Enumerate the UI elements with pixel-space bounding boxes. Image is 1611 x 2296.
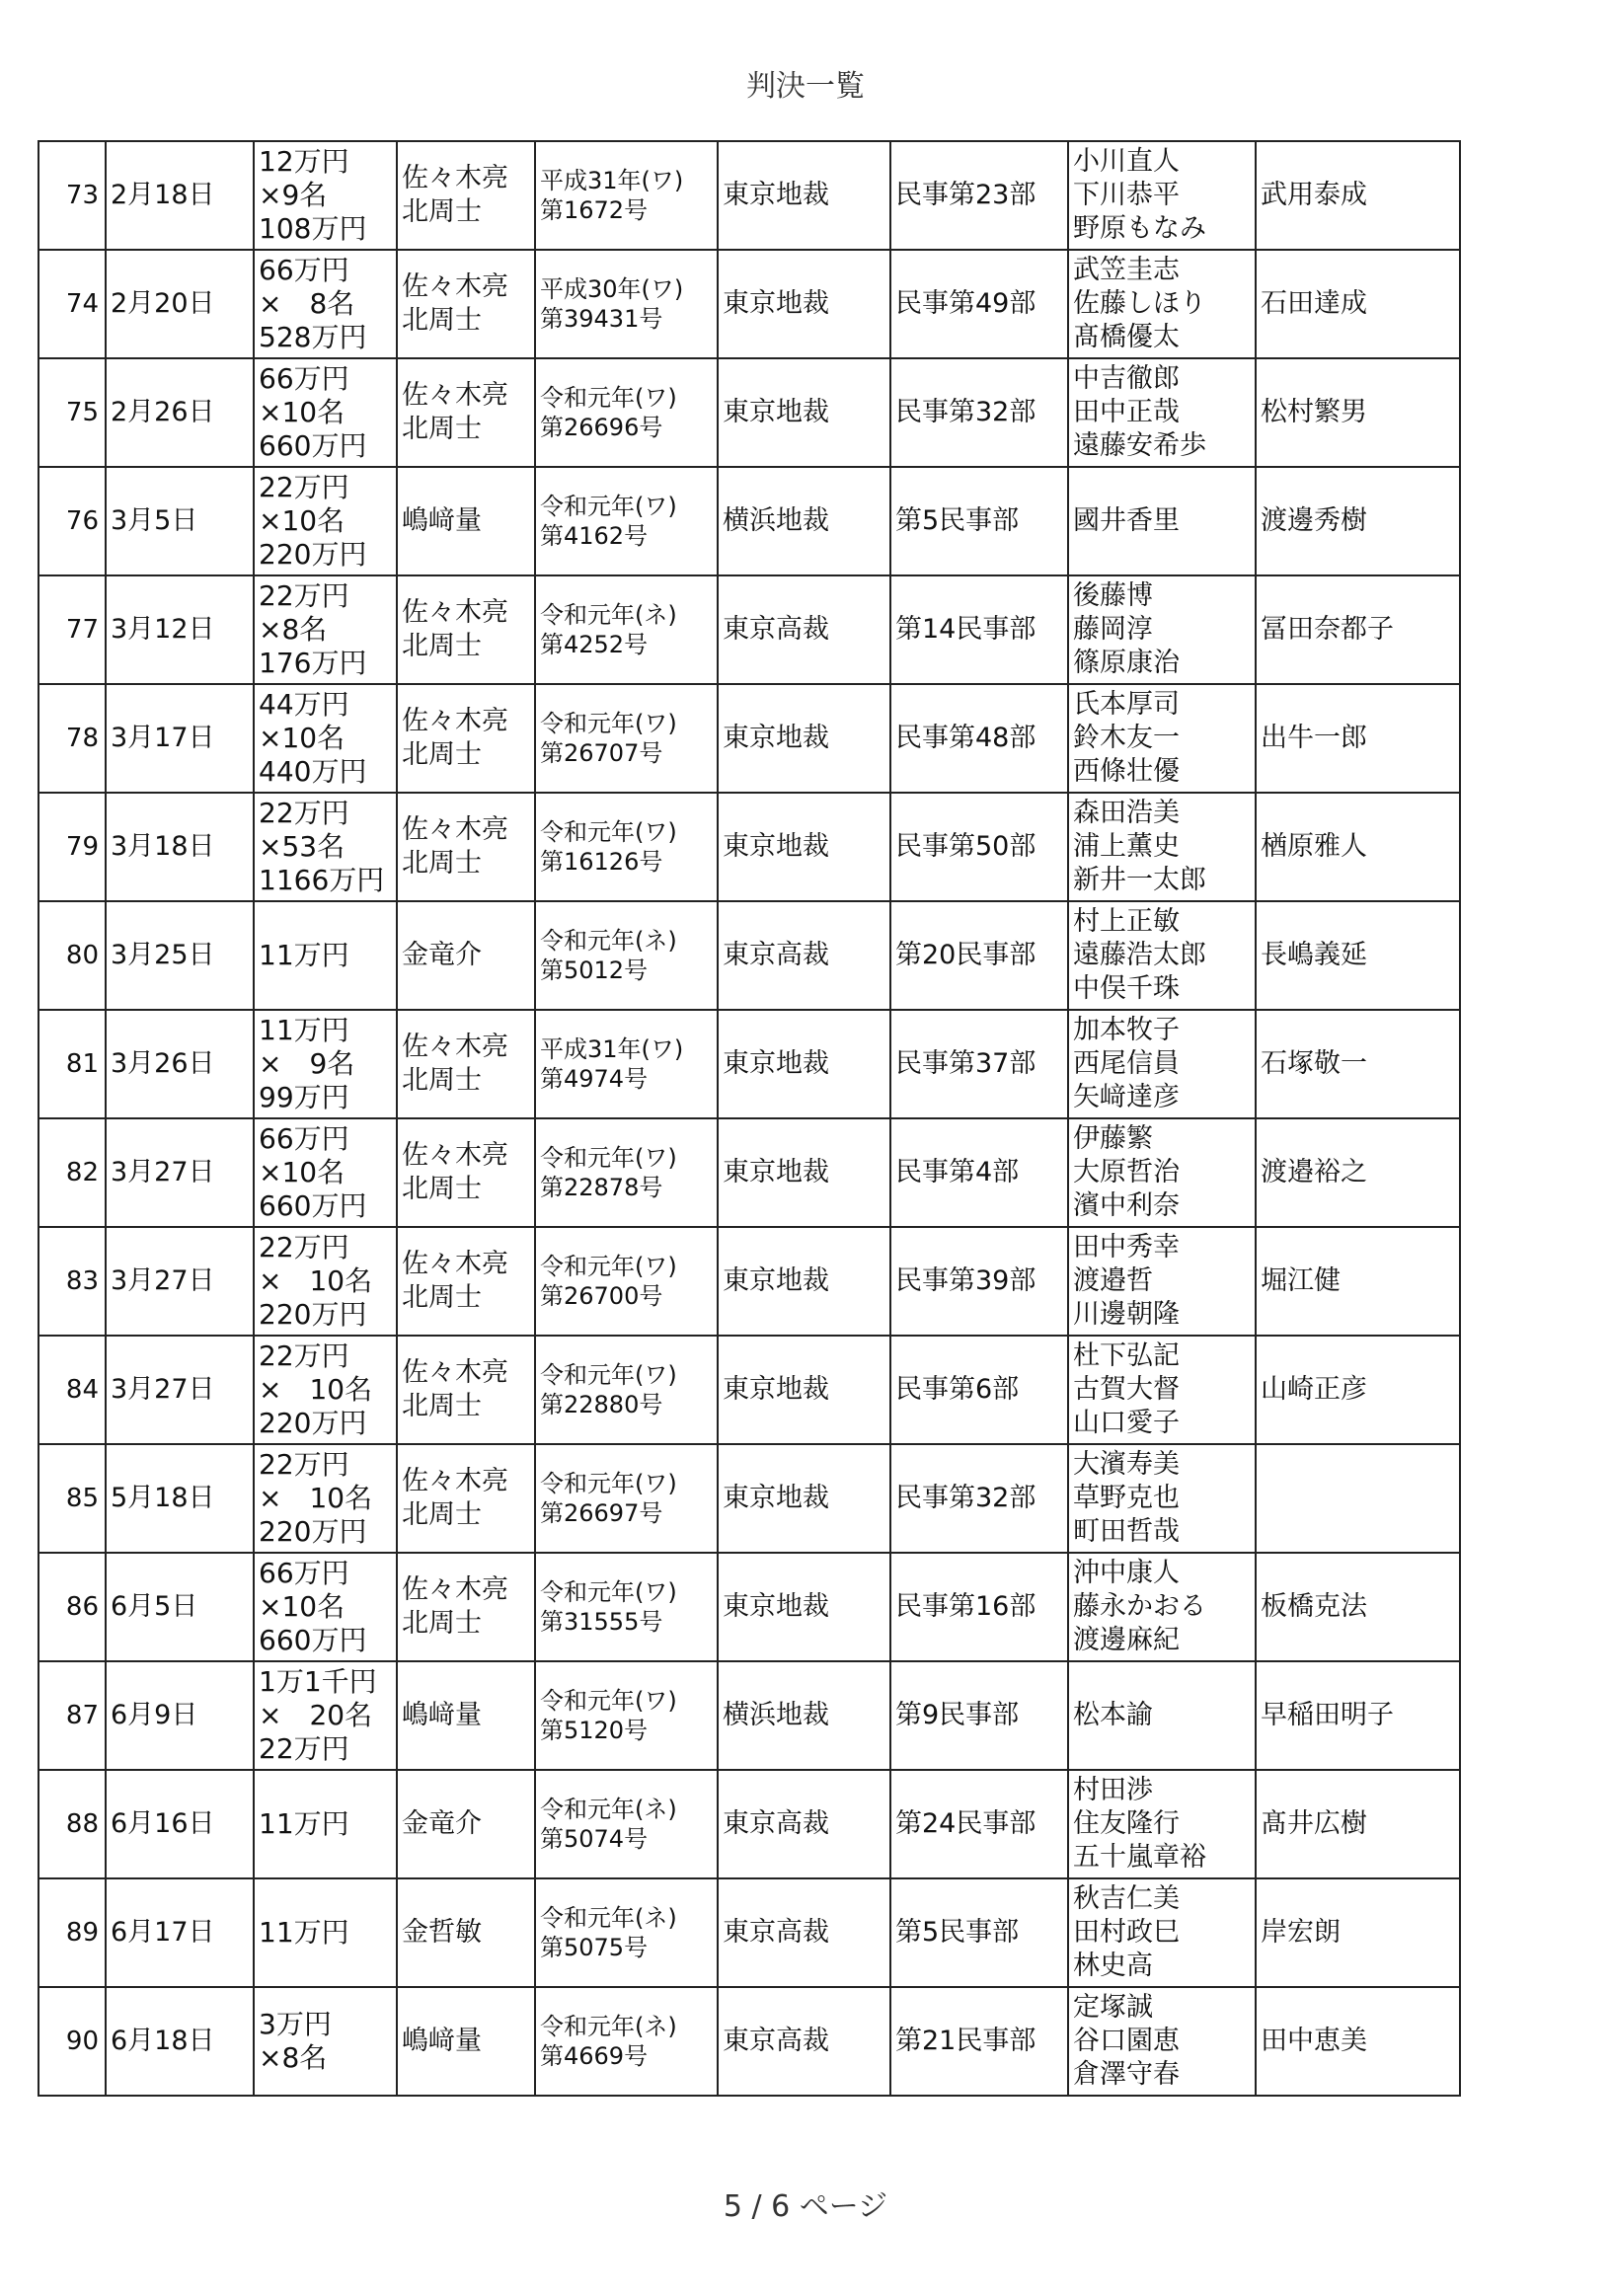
case-number: 令和元年(ワ) 第26707号	[535, 684, 718, 793]
ruling-date: 3月25日	[106, 901, 254, 1010]
case-number: 平成30年(ワ) 第39431号	[535, 250, 718, 358]
attorney-names: 佐々木亮 北周士	[397, 1227, 535, 1336]
opposing-counsel: 石田達成	[1256, 250, 1460, 358]
ruling-date: 2月18日	[106, 141, 254, 250]
opposing-counsel: 髙井広樹	[1256, 1770, 1460, 1878]
row-number: 74	[38, 250, 106, 358]
attorney-names: 佐々木亮 北周士	[397, 358, 535, 467]
table-row	[38, 358, 1460, 467]
award-amount: 1万1千円 × 20名 22万円	[254, 1661, 397, 1770]
attorney-names: 佐々木亮 北周士	[397, 575, 535, 684]
opposing-counsel	[1256, 1444, 1460, 1553]
court-division: 民事第37部	[890, 1010, 1068, 1118]
attorney-names: 嶋﨑量	[397, 1987, 535, 2096]
attorney-names: 金竜介	[397, 901, 535, 1010]
court-name: 東京高裁	[718, 901, 890, 1010]
judge-names: 松本諭	[1068, 1661, 1256, 1770]
row-number: 77	[38, 575, 106, 684]
award-amount: 66万円 ×10名 660万円	[254, 358, 397, 467]
court-division: 第9民事部	[890, 1661, 1068, 1770]
case-number: 令和元年(ネ) 第4669号	[535, 1987, 718, 2096]
court-name: 東京高裁	[718, 1987, 890, 2096]
row-number: 85	[38, 1444, 106, 1553]
court-name: 横浜地裁	[718, 1661, 890, 1770]
court-division: 民事第39部	[890, 1227, 1068, 1336]
page-number: 5 / 6 ページ	[723, 2189, 888, 2224]
judge-names: 加本牧子 西尾信員 矢﨑達彦	[1068, 1010, 1256, 1118]
table-row	[38, 1987, 1460, 2096]
award-amount: 22万円 × 10名 220万円	[254, 1227, 397, 1336]
court-division: 民事第23部	[890, 141, 1068, 250]
table-row	[38, 250, 1460, 358]
court-division: 第20民事部	[890, 901, 1068, 1010]
table-row	[38, 1553, 1460, 1661]
attorney-names: 佐々木亮 北周士	[397, 1444, 535, 1553]
case-number: 令和元年(ネ) 第5074号	[535, 1770, 718, 1878]
award-amount: 44万円 ×10名 440万円	[254, 684, 397, 793]
award-amount: 11万円	[254, 901, 397, 1010]
table-row	[38, 1444, 1460, 1553]
row-number: 79	[38, 793, 106, 901]
court-name: 東京地裁	[718, 793, 890, 901]
court-name: 東京地裁	[718, 1444, 890, 1553]
opposing-counsel: 堀江健	[1256, 1227, 1460, 1336]
row-number: 87	[38, 1661, 106, 1770]
table-row	[38, 901, 1460, 1010]
row-number: 81	[38, 1010, 106, 1118]
award-amount: 22万円 ×53名 1166万円	[254, 793, 397, 901]
ruling-date: 2月20日	[106, 250, 254, 358]
attorney-names: 佐々木亮 北周士	[397, 141, 535, 250]
opposing-counsel: 冨田奈都子	[1256, 575, 1460, 684]
award-amount: 66万円 ×10名 660万円	[254, 1118, 397, 1227]
table-row	[38, 1227, 1460, 1336]
ruling-date: 3月27日	[106, 1118, 254, 1227]
case-number: 令和元年(ネ) 第5012号	[535, 901, 718, 1010]
judge-names: 大濱寿美 草野克也 町田哲哉	[1068, 1444, 1256, 1553]
ruling-date: 3月27日	[106, 1227, 254, 1336]
award-amount: 11万円 × 9名 99万円	[254, 1010, 397, 1118]
judge-names: 定塚誠 谷口園恵 倉澤守春	[1068, 1987, 1256, 2096]
row-number: 84	[38, 1336, 106, 1444]
ruling-date: 3月27日	[106, 1336, 254, 1444]
court-name: 東京高裁	[718, 1878, 890, 1987]
court-name: 東京地裁	[718, 1336, 890, 1444]
table-row	[38, 1661, 1460, 1770]
rulings-table	[38, 140, 1461, 2097]
court-name: 東京地裁	[718, 1553, 890, 1661]
court-division: 民事第50部	[890, 793, 1068, 901]
court-division: 第24民事部	[890, 1770, 1068, 1878]
table-row	[38, 1010, 1460, 1118]
row-number: 75	[38, 358, 106, 467]
ruling-date: 3月5日	[106, 467, 254, 575]
court-division: 民事第6部	[890, 1336, 1068, 1444]
judge-names: 杜下弘記 古賀大督 山口愛子	[1068, 1336, 1256, 1444]
opposing-counsel: 松村繁男	[1256, 358, 1460, 467]
judge-names: 武笠圭志 佐藤しほり 髙橋優太	[1068, 250, 1256, 358]
court-division: 民事第49部	[890, 250, 1068, 358]
award-amount: 3万円 ×8名	[254, 1987, 397, 2096]
table-row	[38, 1336, 1460, 1444]
case-number: 令和元年(ワ) 第4162号	[535, 467, 718, 575]
ruling-date: 3月17日	[106, 684, 254, 793]
court-name: 東京地裁	[718, 1227, 890, 1336]
ruling-date: 6月16日	[106, 1770, 254, 1878]
award-amount: 22万円 ×8名 176万円	[254, 575, 397, 684]
row-number: 82	[38, 1118, 106, 1227]
court-name: 東京地裁	[718, 250, 890, 358]
row-number: 76	[38, 467, 106, 575]
attorney-names: 佐々木亮 北周士	[397, 1553, 535, 1661]
attorney-names: 佐々木亮 北周士	[397, 1336, 535, 1444]
row-number: 83	[38, 1227, 106, 1336]
judge-names: 田中秀幸 渡邉哲 川邊朝隆	[1068, 1227, 1256, 1336]
table-row	[38, 141, 1460, 250]
row-number: 88	[38, 1770, 106, 1878]
case-number: 令和元年(ワ) 第31555号	[535, 1553, 718, 1661]
case-number: 平成31年(ワ) 第1672号	[535, 141, 718, 250]
ruling-date: 2月26日	[106, 358, 254, 467]
row-number: 89	[38, 1878, 106, 1987]
opposing-counsel: 渡邉裕之	[1256, 1118, 1460, 1227]
ruling-date: 3月26日	[106, 1010, 254, 1118]
attorney-names: 金哲敏	[397, 1878, 535, 1987]
court-division: 第14民事部	[890, 575, 1068, 684]
ruling-date: 6月17日	[106, 1878, 254, 1987]
case-number: 令和元年(ワ) 第26697号	[535, 1444, 718, 1553]
table-row	[38, 1118, 1460, 1227]
attorney-names: 嶋﨑量	[397, 467, 535, 575]
judge-names: 森田浩美 浦上薫史 新井一太郎	[1068, 793, 1256, 901]
table-row	[38, 684, 1460, 793]
row-number: 90	[38, 1987, 106, 2096]
court-division: 第5民事部	[890, 467, 1068, 575]
court-name: 東京地裁	[718, 684, 890, 793]
attorney-names: 佐々木亮 北周士	[397, 793, 535, 901]
opposing-counsel: 早稲田明子	[1256, 1661, 1460, 1770]
table-body	[38, 141, 1460, 2096]
attorney-names: 佐々木亮 北周士	[397, 250, 535, 358]
case-number: 令和元年(ワ) 第26696号	[535, 358, 718, 467]
attorney-names: 佐々木亮 北周士	[397, 1010, 535, 1118]
judge-names: 伊藤繁 大原哲治 濱中利奈	[1068, 1118, 1256, 1227]
court-division: 第5民事部	[890, 1878, 1068, 1987]
ruling-date: 5月18日	[106, 1444, 254, 1553]
opposing-counsel: 岸宏朗	[1256, 1878, 1460, 1987]
opposing-counsel: 渡邊秀樹	[1256, 467, 1460, 575]
attorney-names: 佐々木亮 北周士	[397, 684, 535, 793]
judge-names: 中吉徹郎 田中正哉 遠藤安希歩	[1068, 358, 1256, 467]
court-name: 東京地裁	[718, 1010, 890, 1118]
judge-names: 沖中康人 藤永かおる 渡邊麻紀	[1068, 1553, 1256, 1661]
table-row	[38, 575, 1460, 684]
award-amount: 22万円 × 10名 220万円	[254, 1444, 397, 1553]
award-amount: 66万円 × 8名 528万円	[254, 250, 397, 358]
judge-names: 氏本厚司 鈴木友一 西條壮優	[1068, 684, 1256, 793]
court-division: 第21民事部	[890, 1987, 1068, 2096]
case-number: 令和元年(ネ) 第5075号	[535, 1878, 718, 1987]
case-number: 令和元年(ワ) 第5120号	[535, 1661, 718, 1770]
table-row	[38, 1770, 1460, 1878]
ruling-date: 3月18日	[106, 793, 254, 901]
case-number: 令和元年(ワ) 第16126号	[535, 793, 718, 901]
opposing-counsel: 田中恵美	[1256, 1987, 1460, 2096]
court-division: 民事第32部	[890, 1444, 1068, 1553]
page-title: 判決一覧	[746, 69, 865, 104]
attorney-names: 嶋﨑量	[397, 1661, 535, 1770]
court-division: 民事第48部	[890, 684, 1068, 793]
court-name: 東京地裁	[718, 1118, 890, 1227]
court-name: 東京地裁	[718, 141, 890, 250]
court-division: 民事第16部	[890, 1553, 1068, 1661]
ruling-date: 6月5日	[106, 1553, 254, 1661]
ruling-date: 6月18日	[106, 1987, 254, 2096]
attorney-names: 金竜介	[397, 1770, 535, 1878]
award-amount: 22万円 ×10名 220万円	[254, 467, 397, 575]
table-row	[38, 793, 1460, 901]
attorney-names: 佐々木亮 北周士	[397, 1118, 535, 1227]
court-name: 東京高裁	[718, 1770, 890, 1878]
case-number: 平成31年(ワ) 第4974号	[535, 1010, 718, 1118]
opposing-counsel: 長嶋義延	[1256, 901, 1460, 1010]
case-number: 令和元年(ワ) 第22880号	[535, 1336, 718, 1444]
row-number: 86	[38, 1553, 106, 1661]
opposing-counsel: 石塚敬一	[1256, 1010, 1460, 1118]
ruling-date: 3月12日	[106, 575, 254, 684]
opposing-counsel: 山崎正彦	[1256, 1336, 1460, 1444]
award-amount: 11万円	[254, 1770, 397, 1878]
award-amount: 22万円 × 10名 220万円	[254, 1336, 397, 1444]
court-name: 東京高裁	[718, 575, 890, 684]
award-amount: 12万円 ×9名 108万円	[254, 141, 397, 250]
table-row	[38, 1878, 1460, 1987]
row-number: 78	[38, 684, 106, 793]
judge-names: 村田渉 住友隆行 五十嵐章裕	[1068, 1770, 1256, 1878]
award-amount: 66万円 ×10名 660万円	[254, 1553, 397, 1661]
judge-names: 村上正敏 遠藤浩太郎 中俣千珠	[1068, 901, 1256, 1010]
judge-names: 秋吉仁美 田村政巳 林史高	[1068, 1878, 1256, 1987]
opposing-counsel: 出牛一郎	[1256, 684, 1460, 793]
judge-names: 小川直人 下川恭平 野原もなみ	[1068, 141, 1256, 250]
court-division: 民事第4部	[890, 1118, 1068, 1227]
table-row	[38, 467, 1460, 575]
opposing-counsel: 板橋克法	[1256, 1553, 1460, 1661]
court-name: 東京地裁	[718, 358, 890, 467]
court-name: 横浜地裁	[718, 467, 890, 575]
case-number: 令和元年(ワ) 第26700号	[535, 1227, 718, 1336]
ruling-date: 6月9日	[106, 1661, 254, 1770]
row-number: 80	[38, 901, 106, 1010]
opposing-counsel: 楢原雅人	[1256, 793, 1460, 901]
judge-names: 後藤博 藤岡淳 篠原康治	[1068, 575, 1256, 684]
opposing-counsel: 武用泰成	[1256, 141, 1460, 250]
court-division: 民事第32部	[890, 358, 1068, 467]
case-number: 令和元年(ネ) 第4252号	[535, 575, 718, 684]
judge-names: 國井香里	[1068, 467, 1256, 575]
award-amount: 11万円	[254, 1878, 397, 1987]
row-number: 73	[38, 141, 106, 250]
case-number: 令和元年(ワ) 第22878号	[535, 1118, 718, 1227]
